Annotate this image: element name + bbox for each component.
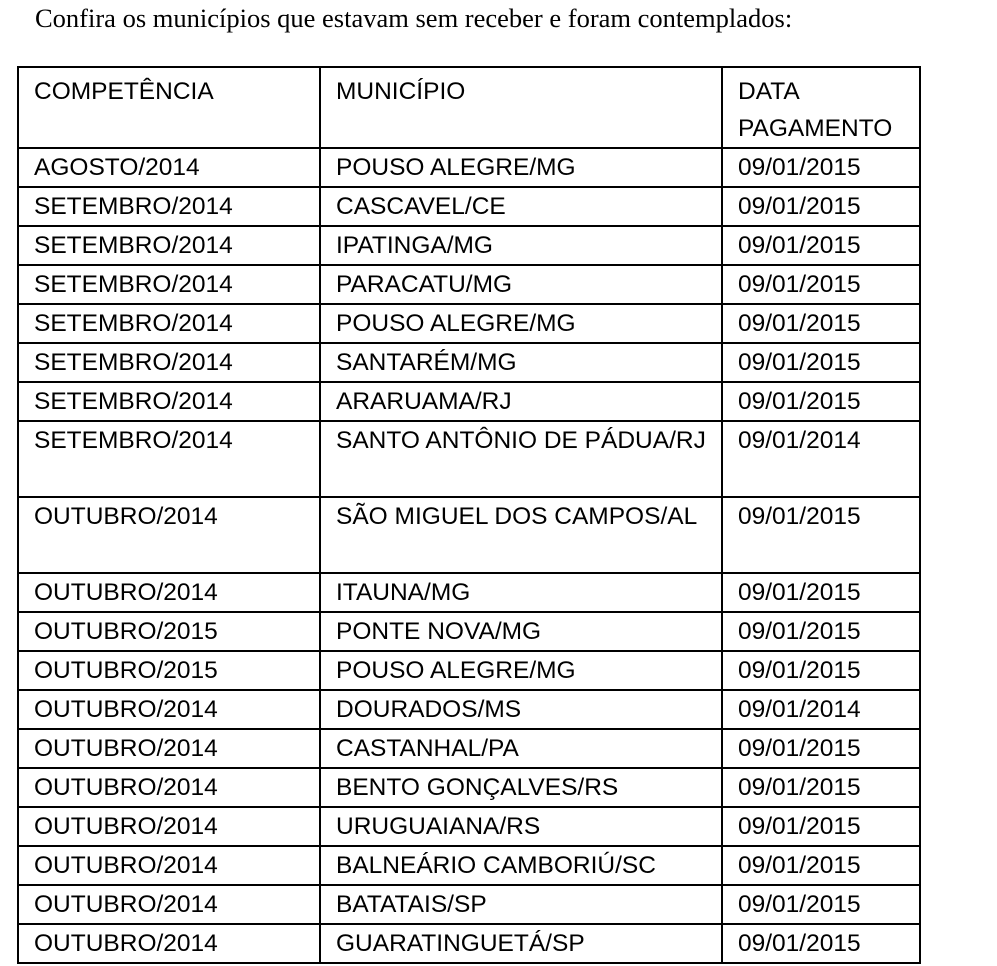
cell-competencia: SETEMBRO/2014 bbox=[18, 265, 320, 304]
cell-data-pagamento: 09/01/2015 bbox=[722, 846, 920, 885]
cell-competencia: SETEMBRO/2014 bbox=[18, 421, 320, 497]
cell-data-pagamento: 09/01/2014 bbox=[722, 421, 920, 497]
cell-data-pagamento: 09/01/2015 bbox=[722, 924, 920, 963]
cell-municipio: SANTARÉM/MG bbox=[320, 343, 722, 382]
cell-municipio: ARARUAMA/RJ bbox=[320, 382, 722, 421]
cell-municipio: POUSO ALEGRE/MG bbox=[320, 651, 722, 690]
cell-competencia: OUTUBRO/2014 bbox=[18, 885, 320, 924]
table-row bbox=[18, 573, 920, 612]
cell-competencia: OUTUBRO/2015 bbox=[18, 612, 320, 651]
cell-municipio: GUARATINGUETÁ/SP bbox=[320, 924, 722, 963]
table-row bbox=[18, 265, 920, 304]
header-competencia: COMPETÊNCIA bbox=[18, 67, 320, 148]
table-row bbox=[18, 612, 920, 651]
page-heading: Confira os municípios que estavam sem receber e foram contemplados: bbox=[35, 3, 793, 33]
cell-competencia: SETEMBRO/2014 bbox=[18, 343, 320, 382]
cell-competencia: SETEMBRO/2014 bbox=[18, 187, 320, 226]
header-data-pagamento: DATA PAGAMENTO bbox=[722, 67, 920, 148]
table-row bbox=[18, 187, 920, 226]
table-row bbox=[18, 885, 920, 924]
cell-municipio: CASCAVEL/CE bbox=[320, 187, 722, 226]
cell-competencia: SETEMBRO/2014 bbox=[18, 304, 320, 343]
table-row bbox=[18, 924, 920, 963]
cell-data-pagamento: 09/01/2015 bbox=[722, 807, 920, 846]
cell-municipio: BATATAIS/SP bbox=[320, 885, 722, 924]
payments-table bbox=[17, 66, 921, 964]
table-row bbox=[18, 690, 920, 729]
cell-municipio: PARACATU/MG bbox=[320, 265, 722, 304]
cell-data-pagamento: 09/01/2015 bbox=[722, 729, 920, 768]
cell-municipio: DOURADOS/MS bbox=[320, 690, 722, 729]
table-row bbox=[18, 226, 920, 265]
cell-competencia: OUTUBRO/2014 bbox=[18, 729, 320, 768]
cell-data-pagamento: 09/01/2015 bbox=[722, 768, 920, 807]
cell-data-pagamento: 09/01/2015 bbox=[722, 885, 920, 924]
table-row bbox=[18, 382, 920, 421]
cell-data-pagamento: 09/01/2015 bbox=[722, 573, 920, 612]
cell-municipio: URUGUAIANA/RS bbox=[320, 807, 722, 846]
table-row bbox=[18, 651, 920, 690]
cell-competencia: OUTUBRO/2014 bbox=[18, 807, 320, 846]
cell-competencia: OUTUBRO/2015 bbox=[18, 651, 320, 690]
cell-data-pagamento: 09/01/2015 bbox=[722, 148, 920, 187]
cell-data-pagamento: 09/01/2014 bbox=[722, 690, 920, 729]
table-row bbox=[18, 768, 920, 807]
cell-competencia: OUTUBRO/2014 bbox=[18, 846, 320, 885]
table-row bbox=[18, 148, 920, 187]
cell-competencia: OUTUBRO/2014 bbox=[18, 497, 320, 573]
cell-data-pagamento: 09/01/2015 bbox=[722, 343, 920, 382]
table-row bbox=[18, 421, 920, 497]
cell-data-pagamento: 09/01/2015 bbox=[722, 226, 920, 265]
cell-municipio: ITAUNA/MG bbox=[320, 573, 722, 612]
cell-competencia: AGOSTO/2014 bbox=[18, 148, 320, 187]
cell-municipio: PONTE NOVA/MG bbox=[320, 612, 722, 651]
cell-competencia: OUTUBRO/2014 bbox=[18, 573, 320, 612]
cell-data-pagamento: 09/01/2015 bbox=[722, 497, 920, 573]
cell-competencia: SETEMBRO/2014 bbox=[18, 382, 320, 421]
header-municipio: MUNICÍPIO bbox=[320, 67, 722, 148]
table-row bbox=[18, 807, 920, 846]
cell-municipio: BALNEÁRIO CAMBORIÚ/SC bbox=[320, 846, 722, 885]
cell-competencia: OUTUBRO/2014 bbox=[18, 690, 320, 729]
cell-competencia: OUTUBRO/2014 bbox=[18, 924, 320, 963]
cell-municipio: SANTO ANTÔNIO DE PÁDUA/RJ bbox=[320, 421, 722, 497]
cell-data-pagamento: 09/01/2015 bbox=[722, 265, 920, 304]
table-header-row bbox=[18, 67, 920, 148]
table-row bbox=[18, 729, 920, 768]
cell-data-pagamento: 09/01/2015 bbox=[722, 651, 920, 690]
cell-data-pagamento: 09/01/2015 bbox=[722, 382, 920, 421]
cell-municipio: BENTO GONÇALVES/RS bbox=[320, 768, 722, 807]
cell-competencia: OUTUBRO/2014 bbox=[18, 768, 320, 807]
cell-data-pagamento: 09/01/2015 bbox=[722, 612, 920, 651]
table-row bbox=[18, 343, 920, 382]
cell-data-pagamento: 09/01/2015 bbox=[722, 187, 920, 226]
cell-municipio: POUSO ALEGRE/MG bbox=[320, 148, 722, 187]
cell-competencia: SETEMBRO/2014 bbox=[18, 226, 320, 265]
table-row bbox=[18, 497, 920, 573]
table-row bbox=[18, 304, 920, 343]
cell-municipio: POUSO ALEGRE/MG bbox=[320, 304, 722, 343]
cell-municipio: IPATINGA/MG bbox=[320, 226, 722, 265]
table-row bbox=[18, 846, 920, 885]
cell-municipio: SÃO MIGUEL DOS CAMPOS/AL bbox=[320, 497, 722, 573]
cell-data-pagamento: 09/01/2015 bbox=[722, 304, 920, 343]
cell-municipio: CASTANHAL/PA bbox=[320, 729, 722, 768]
